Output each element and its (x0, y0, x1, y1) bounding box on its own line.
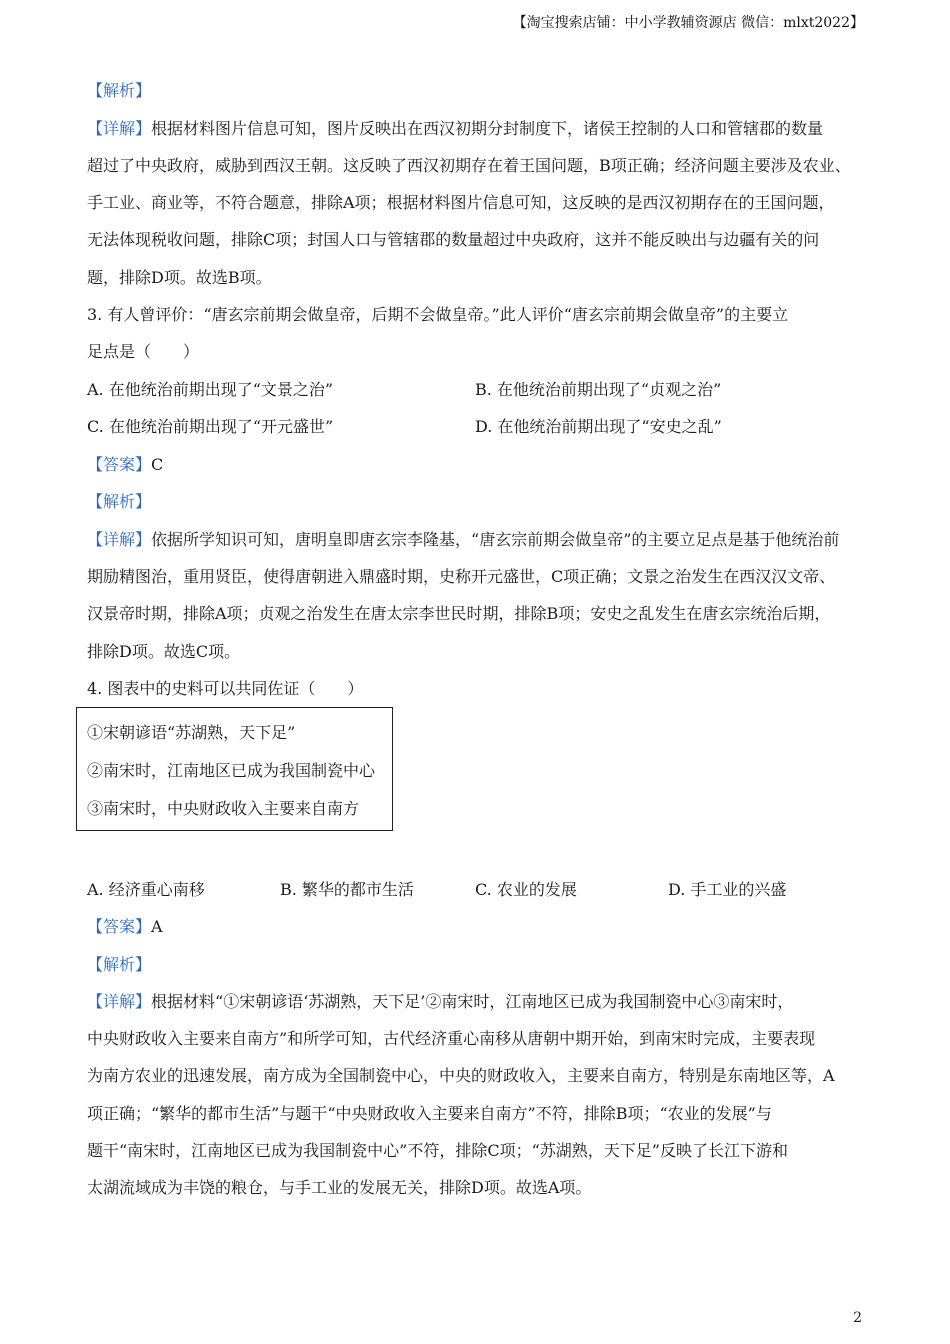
q2-detail-line-1: 【详解】根据材料图片信息可知，图片反映出在西汉初期分封制度下，诸侯王控制的人口和管辖郡的数量 (87, 119, 824, 138)
q4-detail-line-2: 中央财政收入主要来自南方”和所学可知，古代经济重心南移从唐朝中期开始，到南宋时完成，主要表现 (87, 1029, 816, 1048)
q3-option-a: A. 在他统治前期出现了“文景之治” (87, 380, 334, 399)
page-number: 2 (853, 1310, 862, 1326)
q3-answer: 【答案】C (87, 455, 164, 474)
q4-detail-line-3: 为南方农业的迅速发展，南方成为全国制瓷中心，中央的财政收入，主要来自南方，特别是东南地区等，A (87, 1066, 835, 1085)
q3-option-b: B. 在他统治前期出现了“贞观之治” (475, 380, 722, 399)
q3-detail-line-2: 期励精图治，重用贤臣，使得唐朝进入鼎盛时期，史称开元盛世，C项正确；文景之治发生在西汉汉文帝、 (87, 567, 836, 586)
q3-detail-line-3: 汉景帝时期，排除A项；贞观之治发生在唐太宗李世民时期，排除B项；安史之乱发生在唐玄宗统治后期， (87, 604, 831, 623)
q4-source-item-2: ②南宋时，江南地区已成为我国制瓷中心 (87, 761, 376, 780)
q3-detail-line-4: 排除D项。故选C项。 (87, 642, 241, 661)
q4-option-b: B. 繁华的都市生活 (280, 880, 414, 899)
q3-stem-line-2: 足点是（ ） (87, 342, 200, 361)
q4-option-a: A. 经济重心南移 (87, 880, 205, 899)
q4-detail-line-5: 题干“南宋时，江南地区已成为我国制瓷中心”不符，排除C项；“苏湖熟，天下足”反映了长江下游和 (87, 1141, 788, 1160)
q4-source-box (76, 707, 393, 831)
q3-analysis-tag: 【解析】 (87, 492, 152, 511)
q4-detail-line-6: 太湖流域成为丰饶的粮仓，与手工业的发展无关，排除D项。故选A项。 (87, 1178, 592, 1197)
q4-answer: 【答案】A (87, 917, 163, 936)
q2-detail-line-2: 超过了中央政府，威胁到西汉王朝。这反映了西汉初期存在着王国问题，B项正确；经济问题主要涉及农业、 (87, 156, 851, 175)
q4-source-item-3: ③南宋时，中央财政收入主要来自南方 (87, 799, 360, 818)
q2-detail-line-3: 手工业、商业等，不符合题意，排除A项；根据材料图片信息可知，这反映的是西汉初期存在的王国问题， (87, 193, 835, 212)
q4-source-item-1: ①宋朝谚语“苏湖熟，天下足” (87, 723, 296, 742)
q3-detail-line-1: 【详解】依据所学知识可知，唐明皇即唐玄宗李隆基，“唐玄宗前期会做皇帝”的主要立足点是基于他统治前 (87, 530, 840, 549)
q3-stem-line-1: 3. 有人曾评价：“唐玄宗前期会做皇帝，后期不会做皇帝。”此人评价“唐玄宗前期会做皇帝”的主要立 (87, 305, 789, 324)
q4-stem: 4. 图表中的史料可以共同佐证（ ） (87, 679, 364, 698)
q4-analysis-tag: 【解析】 (87, 955, 152, 974)
q2-detail-line-5: 题，排除D项。故选B项。 (87, 268, 272, 287)
q4-option-c: C. 农业的发展 (475, 880, 577, 899)
q2-analysis-tag: 【解析】 (87, 81, 152, 100)
q4-option-d: D. 手工业的兴盛 (668, 880, 787, 899)
q2-detail-line-4: 无法体现税收问题，排除C项；封国人口与管辖郡的数量超过中央政府，这并不能反映出与边疆有关的问 (87, 230, 820, 249)
q3-option-d: D. 在他统治前期出现了“安史之乱” (475, 417, 722, 436)
q4-detail-line-4: 项正确；“繁华的都市生活”与题干“中央财政收入主要来自南方”不符，排除B项；“农业的发展”与 (87, 1104, 772, 1123)
q3-option-c: C. 在他统治前期出现了“开元盛世” (87, 417, 334, 436)
page-header: 【淘宝搜索店铺：中小学教辅资源店 微信：mlxt2022】 (512, 15, 864, 31)
q4-detail-line-1: 【详解】根据材料“①宋朝谚语‘苏湖熟，天下足’②南宋时，江南地区已成为我国制瓷中心③南宋时， (87, 992, 794, 1011)
